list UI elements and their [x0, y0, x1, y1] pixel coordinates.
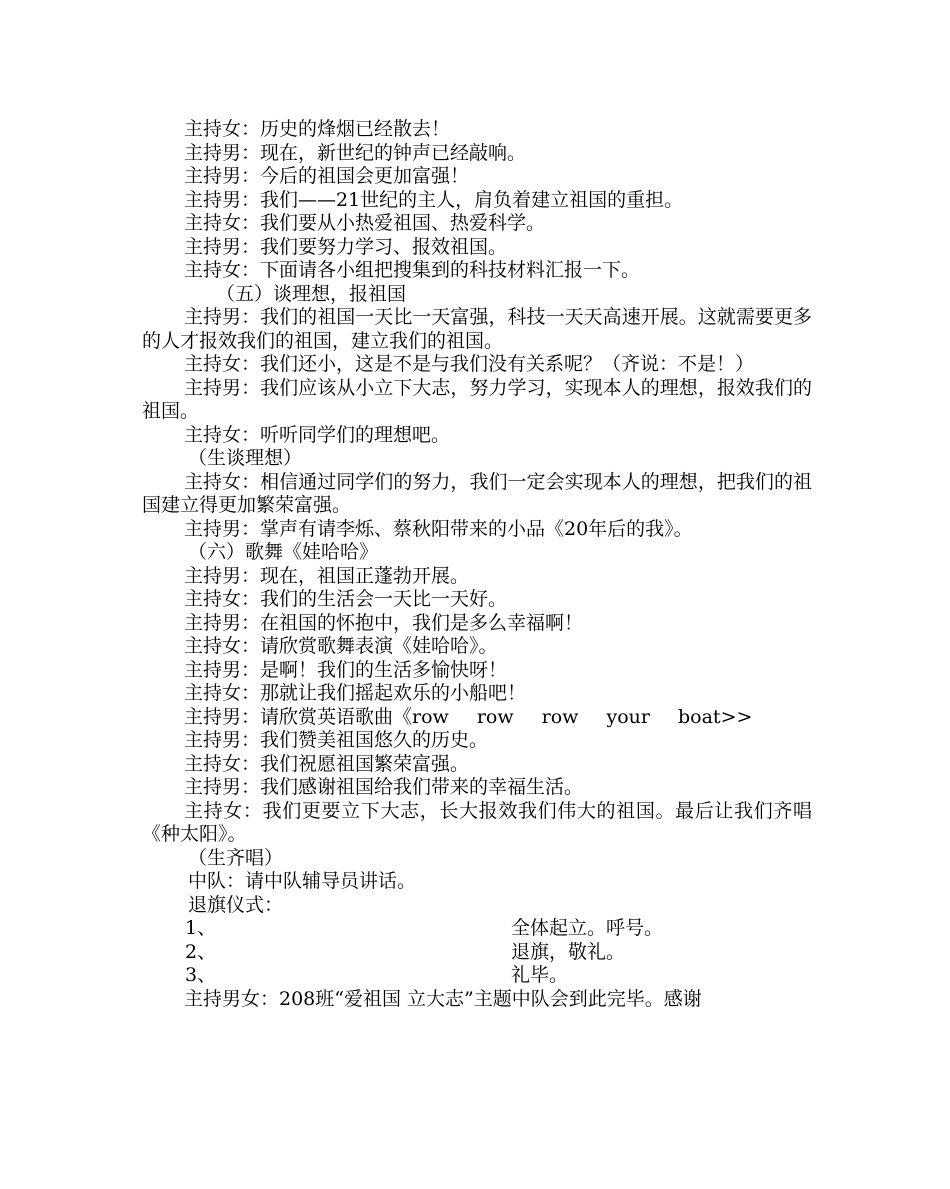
step-number: 2、	[185, 940, 217, 963]
dialogue-line: 主持男：今后的祖国会更加富强！	[184, 165, 470, 187]
stage-direction: （生谈理想）	[188, 447, 303, 469]
step-text: 礼毕。	[511, 964, 569, 986]
dialogue-line: 主持女：我们祝愿祖国繁荣富强。	[184, 752, 470, 775]
ceremony-step	[142, 964, 812, 988]
dialogue-line: 主持女：我们的生活会一天比一天好。	[184, 588, 508, 610]
dialogue-line: 主持男：我们——21世纪的主人，肩负着建立祖国的重担。	[184, 188, 684, 211]
section-heading: （五）谈理想，报祖国	[216, 282, 407, 305]
step-text: 全体起立。呼号。	[511, 917, 664, 939]
dialogue-line: 中队：请中队辅导员讲话。	[188, 870, 417, 892]
step-number: 3、	[185, 964, 217, 986]
dialogue-line: 主持女：我们更要立下大志，长大报效我们伟大的祖国。最后让我们齐唱《种太阳》。	[142, 799, 812, 845]
step-text: 退旗，敬礼。	[511, 940, 626, 963]
dialogue-line: 主持男：我们感谢祖国给我们带来的幸福生活。	[184, 776, 584, 798]
stage-direction: （生齐唱）	[188, 846, 284, 869]
ceremony-heading: 退旗仪式：	[188, 893, 284, 916]
dialogue-line: 主持男：我们应该从小立下大志，努力学习，实现本人的理想，报效我们的祖国。	[142, 376, 812, 422]
dialogue-line: 主持男：在祖国的怀抱中，我们是多么幸福啊！	[184, 611, 584, 634]
dialogue-line: 主持男：掌声有请李烁、蔡秋阳带来的小品《20年后的我》。	[184, 517, 693, 540]
dialogue-line: 主持男：现在，祖国正蓬勃开展。	[184, 564, 470, 587]
dialogue-line: 主持男：请欣赏英语歌曲《row row row your boat>>	[184, 705, 753, 728]
dialogue-line: 主持女：请欣赏歌舞表演《娃哈哈》。	[184, 635, 498, 657]
document-page	[142, 118, 812, 1011]
section-heading: （六）歌舞《娃哈哈》	[188, 541, 379, 563]
dialogue-line: 主持女：我们还小，这是不是与我们没有关系呢？（齐说：不是！）	[184, 353, 755, 375]
dialogue-line: 主持女：历史的烽烟已经散去！	[184, 118, 451, 140]
dialogue-line: 主持女：那就让我们摇起欢乐的小船吧！	[184, 682, 527, 704]
dialogue-line: 主持男：现在，新世纪的钟声已经敲响。	[184, 141, 527, 164]
ceremony-step	[142, 917, 812, 941]
dialogue-line: 主持男：我们赞美祖国悠久的历史。	[184, 729, 489, 751]
ceremony-step	[142, 941, 812, 965]
dialogue-line: 主持女：下面请各小组把搜集到的科技材料汇报一下。	[184, 259, 641, 281]
dialogue-line: 主持男：我们的祖国一天比一天富强，科技一天天高速开展。这就需要更多的人才报效我们的祖国，建立我们的祖国。	[142, 306, 812, 352]
closing-line: 主持男女：208班“爱祖国 立大志”主题中队会到此完毕。感谢	[184, 987, 702, 1010]
step-number: 1、	[185, 917, 217, 939]
dialogue-line: 主持女：听听同学们的理想吧。	[184, 423, 451, 446]
dialogue-line: 主持男：我们要努力学习、报效祖国。	[184, 235, 508, 258]
dialogue-line: 主持男：是啊！我们的生活多愉快呀！	[184, 658, 508, 681]
dialogue-line: 主持女：相信通过同学们的努力，我们一定会实现本人的理想，把我们的祖国建立得更加繁荣富强。	[142, 470, 812, 516]
dialogue-line: 主持女：我们要从小热爱祖国、热爱科学。	[184, 212, 546, 234]
